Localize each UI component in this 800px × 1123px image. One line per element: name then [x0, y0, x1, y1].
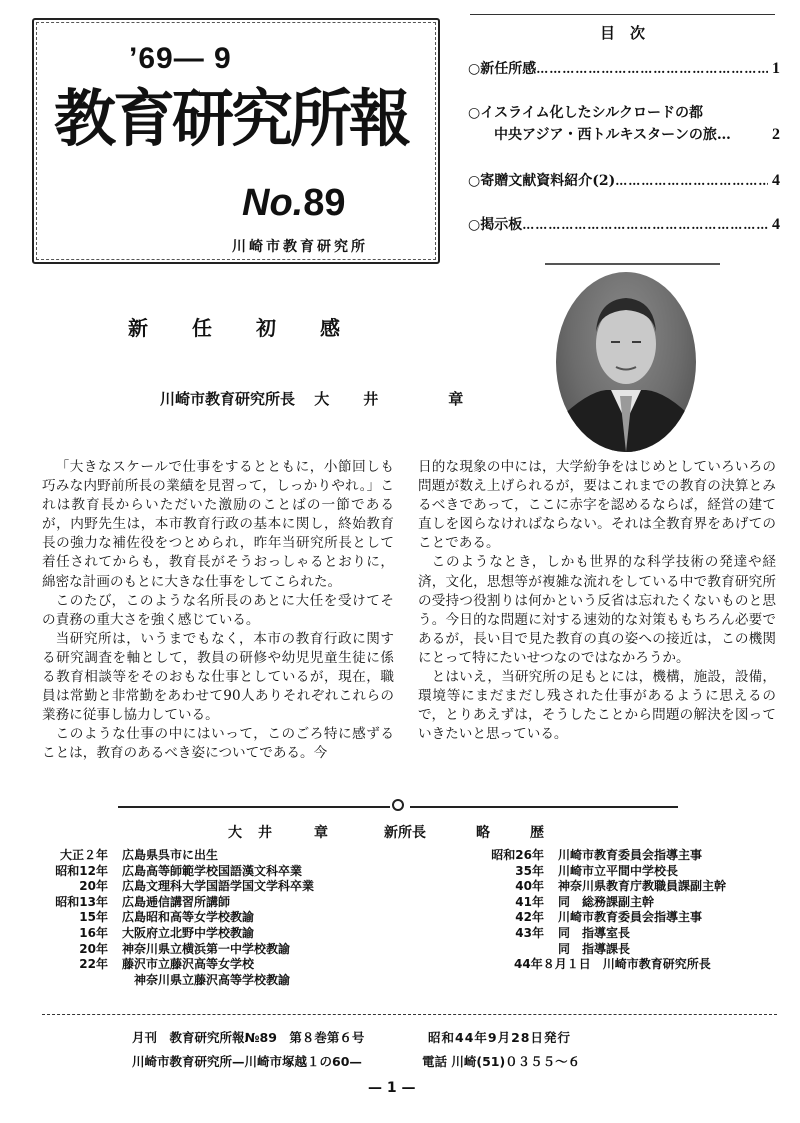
body-paragraph: このようなとき，しかも世界的な科学技術の発達や経済，文化，思想等が複雑な流れをしている中で教育研究所の受持つ役割りは何かという反省は忘れたくないものと思う。今日的な問題に対する速効的な対策ももちろん必要であるが，長い目で見た教育の真の姿への接近は，この機関にとって特にたいせつなのではなかろうか。: [418, 554, 776, 666]
bio-year: 15年: [79, 910, 108, 925]
bio-year: 41年: [515, 894, 544, 909]
toc-item-page: 4: [772, 172, 780, 189]
toc-item-page: 4: [772, 216, 780, 233]
article-body-right-column: [418, 458, 776, 744]
bio-final-entry: 44年８月１日 川崎市教育研究所長: [514, 957, 711, 972]
bio-year: 20年: [79, 941, 108, 956]
bio-heading-name-char: 井: [258, 825, 272, 841]
body-paragraph: このような仕事の中にはいって，このごろ特に感ずることは，教育のあるべき姿についてである。今: [42, 726, 394, 762]
toc-item-continuation[interactable]: [468, 124, 780, 144]
publication-title: 教育研究所報: [54, 82, 409, 155]
toc-item-sublabel: 中央アジア・西トルキスターンの旅…: [494, 127, 731, 143]
bio-entry: [478, 910, 726, 926]
bio-event: 広島昭和高等女学校教諭: [122, 910, 255, 925]
toc-item[interactable]: [468, 102, 780, 122]
bio-entry: [478, 895, 726, 911]
bio-entry: [50, 926, 314, 942]
article-title-char: 任: [192, 316, 212, 340]
bio-event: 神奈川県立横浜第一中学校教諭: [122, 941, 291, 956]
toc-leader-dots: [522, 218, 768, 232]
bio-heading-name-char: 大: [228, 825, 242, 841]
bio-year: 22年: [79, 957, 108, 972]
bio-year: 40年: [515, 879, 544, 894]
author-name-char: 大: [314, 390, 330, 408]
toc-item[interactable]: [468, 170, 780, 190]
bio-event: 川崎市教育委員会指導主事: [558, 910, 703, 925]
article-body-left-column: [42, 458, 394, 764]
toc-item-label: ○新任所感: [468, 61, 537, 77]
publisher-address: 川崎市教育研究所—川崎市塚越１の60—: [132, 1054, 362, 1069]
bio-divider-circle-icon: [392, 799, 404, 811]
author-position: 川崎市教育研究所長: [160, 390, 296, 408]
bio-entry: [478, 848, 726, 864]
publisher-name: 川崎市教育研究所: [232, 239, 368, 255]
bio-year: 昭和12年: [55, 863, 108, 878]
bio-event: 神奈川県教育庁教職員課副主幹: [558, 879, 727, 894]
bio-year: 大正２年: [59, 848, 108, 862]
bio-entry: [478, 942, 726, 958]
toc-item-label: ○掲示板: [468, 217, 523, 233]
bio-event: 同 指導室長: [558, 925, 631, 940]
bio-entry: [478, 879, 726, 895]
bio-event: 同 指導課長: [558, 941, 631, 956]
article-title-char: 感: [320, 316, 340, 340]
toc-top-rule: [470, 14, 775, 15]
publisher-phone: 電話 川崎(51)０３５５～６: [422, 1054, 581, 1069]
toc-item-page: 1: [772, 60, 780, 77]
bio-heading-role: 新所長: [384, 825, 426, 841]
toc-leader-dots: [615, 174, 768, 188]
bio-entry: [50, 910, 314, 926]
page-number: — 1 —: [368, 1080, 416, 1096]
issue-date: ’69— 9: [129, 42, 232, 75]
bio-event: 藤沢市立藤沢高等女学校: [122, 957, 255, 972]
issue-number-prefix: No.: [242, 182, 304, 224]
bio-list-left: [50, 848, 314, 988]
portrait-top-rule: [545, 263, 720, 265]
bio-year: 昭和13年: [55, 894, 108, 909]
bio-year: 20年: [79, 879, 108, 894]
body-paragraph: 日的な現象の中には，大学紛争をはじめとしていろいろの問題が数え上げられるが，要はこれまでの教育の決算とみるべきであって，ここに赤字を認めるならば，経営の建て直しを図らなければならない。それは全教育界をあげてのことである。: [418, 459, 776, 552]
masthead: [32, 18, 440, 264]
bio-heading: [228, 822, 544, 842]
bio-entry: [50, 895, 314, 911]
bio-divider-right: [410, 806, 678, 808]
footer-rule: [42, 1014, 777, 1015]
bio-entry: [50, 848, 314, 864]
author-name-char: 井: [363, 390, 379, 408]
issue-number: [242, 182, 346, 225]
bio-entry: [50, 942, 314, 958]
body-paragraph: このたび，このような名所長のあとに大任を受けてその責務の重大さを強く感じている。: [42, 592, 394, 628]
author-name: [314, 388, 463, 409]
bio-event: 広島逓信講習所講師: [122, 894, 231, 909]
bio-event: 大阪府立北野中学校教諭: [122, 925, 255, 940]
bio-entry: [478, 864, 726, 880]
bio-year: 42年: [515, 910, 544, 925]
bio-entry: [50, 864, 314, 880]
toc-item[interactable]: [468, 58, 780, 78]
bio-heading-name-char: 章: [314, 825, 328, 841]
article-title-char: 新: [128, 316, 148, 340]
bio-year: [478, 942, 544, 958]
bio-event: 同 総務課副主幹: [558, 894, 655, 909]
bio-entry: [50, 879, 314, 895]
portrait-figure-icon: [556, 272, 696, 452]
issue-number-value: 89: [303, 182, 346, 224]
bio-list-right: [478, 848, 726, 973]
toc-item-page: 2: [772, 126, 780, 143]
bio-year: 16年: [79, 925, 108, 940]
author-name-char: 章: [448, 390, 464, 408]
author-portrait: [556, 272, 696, 452]
bio-entry: [50, 957, 314, 973]
toc-item-label: ○寄贈文献資料紹介(2): [468, 173, 616, 189]
toc-item[interactable]: [468, 214, 780, 234]
publication-info: 月刊 教育研究所報№89 第８巻第６号: [132, 1030, 365, 1045]
bio-heading-label-char: 歴: [530, 825, 544, 841]
bio-heading-label-char: 略: [476, 825, 490, 841]
bio-event: 川崎市教育委員会指導主事: [558, 848, 703, 862]
bio-event: 広島文理科大学国語学国文学科卒業: [122, 879, 315, 894]
toc-leader-dots: [536, 62, 768, 76]
body-paragraph: 「大きなスケールで仕事をするとともに，小節回しも巧みな内野前所長の業績を見習って，しっかりやれ。」これは教育長からいただいた激励のことばの一節であるが，内野先生は，本市教育行政の基本に関し，終始教育長の強力な補佐役をつとめられ，昨年当研究所長として着任されてからも，教育長がそうおっしゃるとおりに，綿密な計画のもとに大きな仕事をしてこられた。: [42, 459, 394, 590]
bio-divider-left: [118, 806, 390, 808]
bio-entry: [478, 926, 726, 942]
body-paragraph: 当研究所は，いうまでもなく，本市の教育行政に関する研究調査を軸として，教員の研修や幼児児童生徒に係る教育相談等をそのおもな仕事としているが，現在，職員は常勤と非常勤をあわせて90人ありそれぞれこれらの業務に従事し協力している。: [42, 630, 394, 724]
bio-event-continuation: 神奈川県立藤沢高等学校教諭: [134, 972, 291, 987]
toc-item-label: ○イスライム化したシルクロードの都: [468, 105, 704, 121]
bio-event: 広島県呉市に出生: [122, 848, 219, 862]
toc-heading: 目 次: [599, 24, 645, 42]
body-paragraph: とはいえ，当研究所の足もとには，機構，施設，設備，環境等にまだまだし残された仕事があるように思えるので，とりあえずは，そうしたことから問題の解決を図っていきたいと思っている。: [418, 669, 776, 743]
article-title-char: 初: [256, 316, 276, 340]
article-byline: [160, 388, 463, 409]
bio-year: 43年: [515, 925, 544, 940]
bio-event: 川崎市立平間中学校長: [558, 863, 679, 878]
bio-entry-final: [478, 957, 726, 973]
article-title: [128, 312, 384, 341]
bio-event: 広島高等師範学校国語漢文科卒業: [122, 863, 303, 878]
bio-year: 35年: [515, 863, 544, 878]
publication-date: 昭和44年9月28日発行: [428, 1030, 571, 1045]
bio-year: 昭和26年: [491, 848, 544, 862]
